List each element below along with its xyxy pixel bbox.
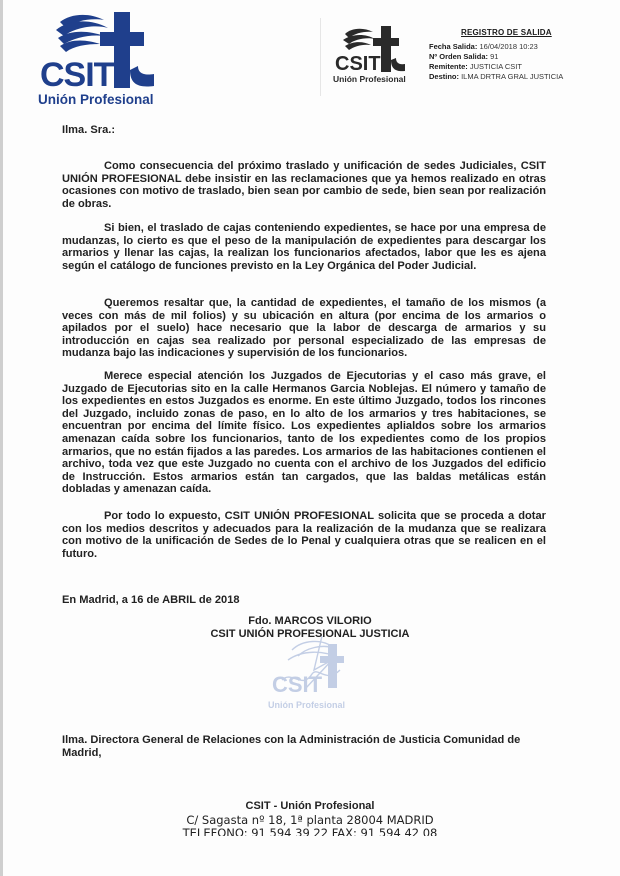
place-date: En Madrid, a 16 de ABRIL de 2018: [62, 594, 240, 606]
watermark-letters: CSIT: [272, 672, 323, 697]
stamp-field-label: Destino:: [429, 72, 459, 81]
stamp-field-value: 16/04/2018 10:23: [479, 42, 538, 51]
watermark-subtitle: Unión Profesional: [268, 700, 346, 710]
stamp-field-value: ILMA DRTRA GRAL JUSTICIA: [461, 72, 564, 81]
csit-logo: [30, 8, 170, 110]
body-paragraph-2: Si bien, el traslado de cajas conteniendo expedientes, se hace por una empresa de mudanzas, lo cierto es que el peso de la manipulación de expedientes para descargar los armarios y llenar las cajas, la realizan los funcionarios afectados, labor que les es ajena según el catálogo de funciones previsto en la Ley Orgánica del Poder Judicial.: [62, 222, 546, 272]
csit-logo-graphic: [30, 8, 170, 110]
stamp-field-label: Remitente:: [429, 62, 468, 71]
stamp-fields: [429, 42, 563, 82]
stamp-logo-graphic: [331, 22, 413, 86]
stamp-field-label: Nº Orden Salida:: [429, 52, 489, 61]
page-edge: [0, 0, 3, 876]
stamp-field-value: 91: [490, 52, 499, 61]
stamp-field-value: JUSTICIA CSIT: [469, 62, 522, 71]
addressee: Ilma. Directora General de Relaciones con la Administración de Justicia Comunidad de Madrid,: [62, 734, 521, 759]
registry-stamp: [320, 18, 601, 96]
stamp-logo-subtitle: Unión Profesional: [333, 74, 406, 84]
stamp-field-label: Fecha Salida:: [429, 42, 478, 51]
logo-subtitle: Unión Profesional: [38, 92, 154, 107]
salutation: Ilma. Sra.:: [62, 124, 116, 136]
stamp-field: [429, 42, 563, 52]
stamp-title: REGISTRO DE SALIDA: [461, 28, 552, 37]
signature-org: CSIT UNIÓN PROFESIONAL JUSTICIA: [210, 628, 410, 640]
stamp-field: [429, 72, 563, 82]
body-paragraph-5: Por todo lo expuesto, CSIT UNIÓN PROFESIONAL solicita que se proceda a dotar con los medios descritos y adecuados para la realización de la mudanza que se realizara con motivo de la unificación de Sedes de lo Penal y cualquiera otras que se realicen en el futuro.: [62, 510, 546, 560]
logo-letters: CSIT: [40, 56, 114, 94]
stamp-logo-letters: CSIT: [335, 53, 381, 75]
body-paragraph-4: Merece especial atención los Juzgados de Ejecutorias y el caso más grave, el Juzgado de Ejecutorias sito en la calle Hermanos Garcia Noblejas. El número y tamaño de los expedientes en estos Juzgados es enorme. En este último Juzgado, todos los rincones del Juzgado, incluido zonas de paso, en lo alto de los armarios y tres habitaciones, se encuentran por encima del límite físico. Los expedientes aplialdos sobre los armarios amenazan caída sobre los funcionarios, tanto de los expedientes como de los propios armarios, que no están fijados a las paredes. Los armarios de las habitaciones contienen el archivo, toda vez que este Juzgado no cuenta con el archivo de los Juzgados del edificio de Instrucción. Estos armarios están tan cargados, que las baldas metálicas están dobladas y amenazan caída.: [62, 370, 546, 496]
signature-stamp-watermark: [262, 630, 362, 722]
signature-name: Fdo. MARCOS VILORIO: [248, 615, 372, 627]
stamp-field: [429, 52, 563, 62]
stamp-field: [429, 62, 563, 72]
stamp-logo: [331, 22, 413, 86]
footer-org: CSIT - Unión Profesional: [245, 800, 375, 812]
footer-phones: TELEFONO: 91 594 39 22 FAX: 91 594 42 08: [182, 826, 438, 836]
footer-address: C/ Sagasta nº 18, 1ª planta 28004 MADRID: [186, 813, 434, 827]
body-paragraph-1: Como consecuencia del próximo traslado y unificación de sedes Judiciales, CSIT UNIÓN PROFESIONAL debe insistir en las reclamaciones que ya hemos realizado en otras ocasiones con motivo de traslado, bien sean por cambio de sede, bien sean por realización de obras.: [62, 160, 546, 210]
signature-scribble: [262, 630, 362, 722]
body-paragraph-3: Queremos resaltar que, la cantidad de expedientes, el tamaño de los mismos (a veces con más de mil folios) y su ubicación en altura (por encima de los armarios o apilados por el suelo) hace necesario que la labor de descarga de armarios y su introducción en cajas sea realizado por personal especializado de las empresas de mudanza bajo las indicaciones y supervisión de los funcionarios.: [62, 297, 546, 360]
